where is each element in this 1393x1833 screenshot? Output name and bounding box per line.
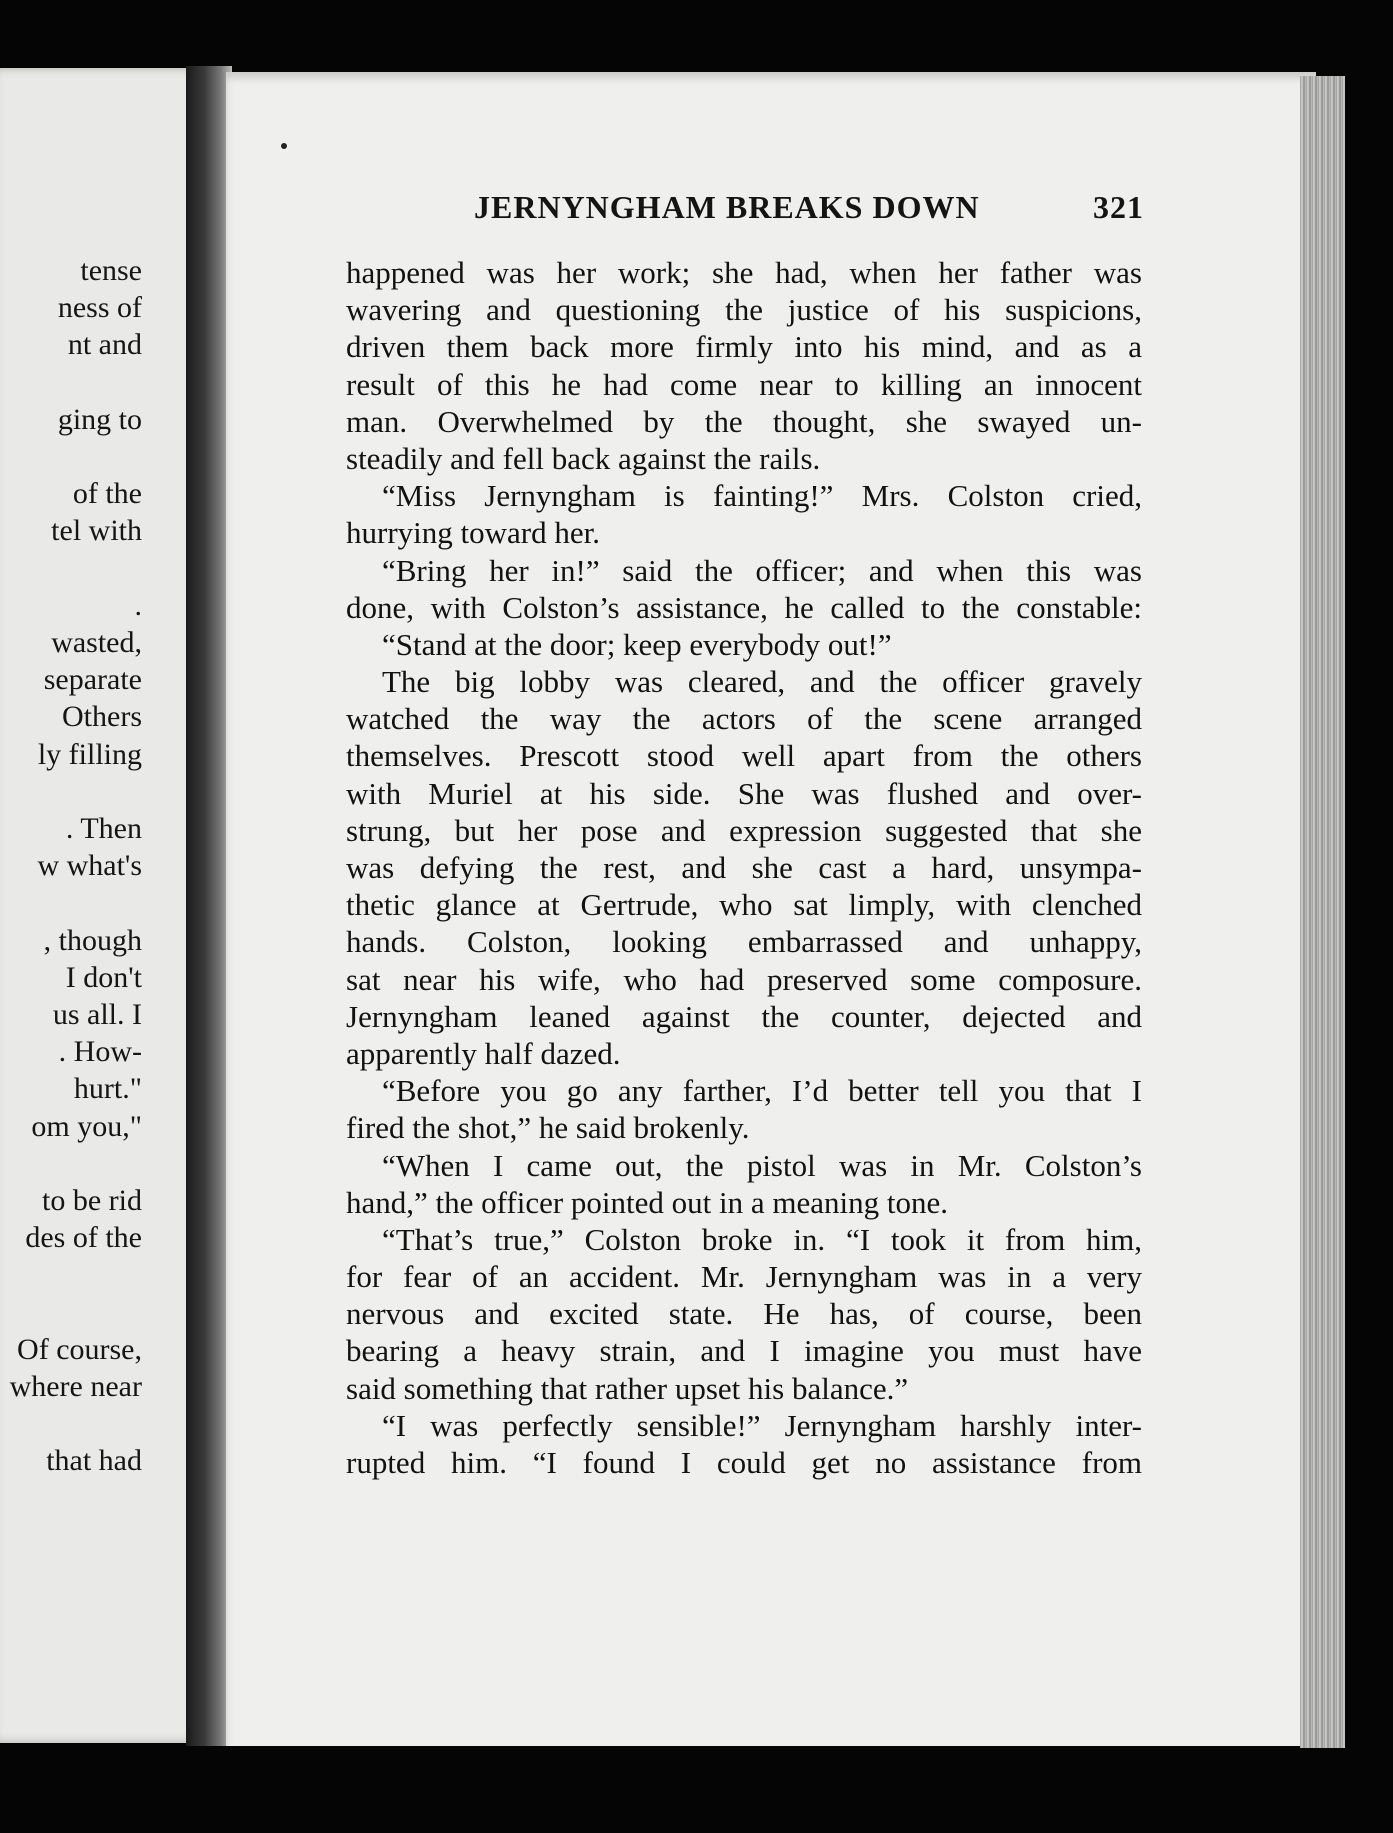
text-line: hands. Colston, looking embarrassed and unhappy, <box>346 924 1142 960</box>
left-page-line: I don't <box>65 960 142 994</box>
left-page-line: us all. I <box>52 998 142 1031</box>
ink-speck <box>281 143 287 149</box>
text-line: bearing a heavy strain, and I imagine you must have <box>346 1333 1142 1369</box>
text-line: done, with Colston’s assistance, he called to the constable: <box>346 589 1142 625</box>
left-page-line: separate <box>43 663 142 697</box>
left-page-line: om you," <box>31 1109 142 1143</box>
text-line: driven them back more firmly into his mind, and as a <box>346 329 1142 365</box>
text-line: fired the shot,” he said brokenly. <box>346 1110 750 1146</box>
text-line: “I was perfectly sensible!” Jernyngham harshly inter- <box>382 1407 1142 1443</box>
left-page-line: , though <box>43 923 142 957</box>
text-line: sat near his wife, who had preserved some composure. <box>346 961 1142 997</box>
text-line: “Miss Jernyngham is fainting!” Mrs. Colston cried, <box>382 478 1142 514</box>
page-number: 321 <box>1093 189 1144 225</box>
left-page-line: des of the <box>25 1221 142 1255</box>
text-line: with Muriel at his side. She was flushed and over- <box>346 775 1142 811</box>
text-line: themselves. Prescott stood well apart from the others <box>346 738 1142 774</box>
left-page-line: ging to <box>57 402 142 436</box>
left-page-line: that had <box>46 1444 142 1478</box>
left-page-line: to be rid <box>42 1184 142 1217</box>
text-line: strung, but her pose and expression suggested that she <box>346 812 1142 848</box>
left-page-line: ly filling <box>37 737 142 771</box>
text-line: was defying the rest, and she cast a hard, unsympa- <box>346 850 1142 885</box>
text-line: “Bring her in!” said the officer; and when this was <box>382 552 1142 588</box>
left-page-line: tel with <box>51 514 142 548</box>
left-page-line: Of course, <box>17 1332 142 1366</box>
text-line: apparently half dazed. <box>346 1035 621 1071</box>
text-line: said something that rather upset his balance.” <box>346 1370 909 1406</box>
text-line: steadily and fell back against the rails. <box>346 440 821 476</box>
text-line: result of this he had come near to killing an innocent <box>346 366 1142 402</box>
text-line: “Stand at the door; keep everybody out!” <box>382 626 892 662</box>
running-head <box>474 189 1144 226</box>
chapter-title: JERNYNGHAM BREAKS DOWN <box>474 189 980 225</box>
body-text <box>346 254 1142 1481</box>
text-line: watched the way the actors of the scene arranged <box>346 701 1142 737</box>
left-page-line: Others <box>62 700 142 734</box>
text-line: happened was her work; she had, when her father was <box>346 255 1142 290</box>
left-page-line: where near <box>9 1370 142 1403</box>
text-line: rupted him. “I found I could get no assistance from <box>346 1445 1142 1480</box>
text-line: “That’s true,” Colston broke in. “I took it from him, <box>382 1221 1142 1257</box>
text-line: “Before you go any farther, I’d better tell you that I <box>382 1073 1142 1109</box>
text-line: hand,” the officer pointed out in a meaning tone. <box>346 1184 949 1220</box>
left-page-line: hurt." <box>73 1072 142 1106</box>
left-page-line: nt and <box>67 328 142 362</box>
text-line: wavering and questioning the justice of his suspicions, <box>346 292 1142 328</box>
text-line: Jernyngham leaned against the counter, dejected and <box>346 998 1142 1034</box>
text-line: man. Overwhelmed by the thought, she swayed un- <box>346 403 1142 439</box>
text-line: thetic glance at Gertrude, who sat limply, with clenched <box>346 887 1142 923</box>
left-page-line: ness of <box>57 291 142 325</box>
left-page-line: . Then <box>65 812 142 845</box>
text-line: for fear of an accident. Mr. Jernyngham was in a very <box>346 1259 1142 1295</box>
left-page-line: . How- <box>58 1035 142 1069</box>
text-line: hurrying toward her. <box>346 515 600 551</box>
page-edges <box>1300 76 1345 1748</box>
text-line: The big lobby was cleared, and the officer gravely <box>382 664 1142 700</box>
left-page-line: . <box>134 588 142 622</box>
text-line: nervous and excited state. He has, of course, been <box>346 1296 1142 1332</box>
left-page-line: wasted, <box>51 626 142 659</box>
left-page-line: tense <box>80 254 142 287</box>
left-page-line: of the <box>72 477 142 511</box>
text-line: “When I came out, the pistol was in Mr. Colston’s <box>382 1147 1142 1183</box>
left-page-line: w what's <box>37 849 142 883</box>
left-page-fragment <box>0 68 202 1743</box>
